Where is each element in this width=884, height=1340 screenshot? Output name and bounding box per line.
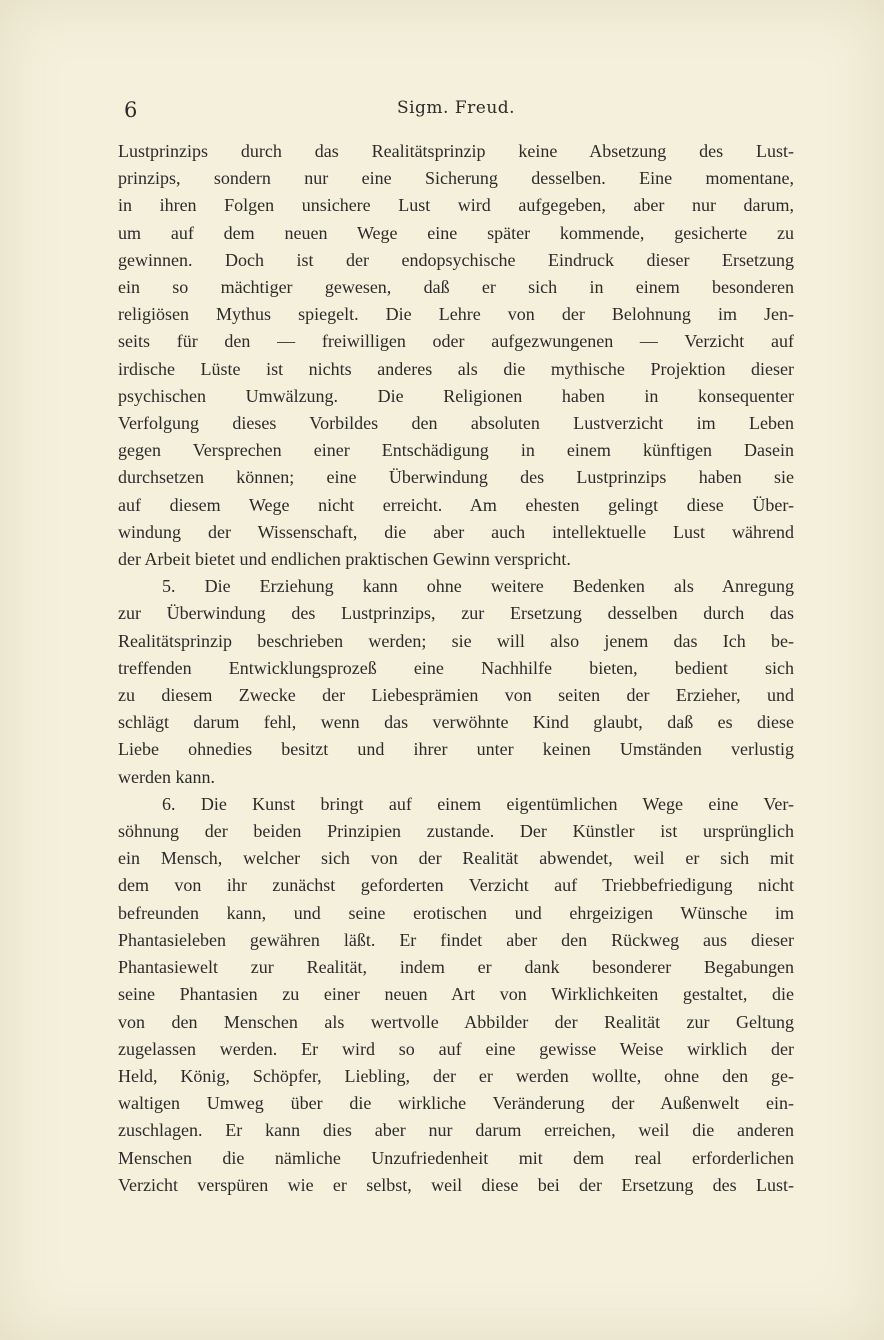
text-line: zur Überwindung des Lustprinzips, zur Ersetzung desselben durch das	[118, 603, 794, 624]
text-line: religiösen Mythus spiegelt. Die Lehre von der Belohnung im Jen-	[118, 304, 794, 325]
text-line: ein Mensch, welcher sich von der Realität abwendet, weil er sich mit	[118, 848, 794, 869]
text-line: Held, König, Schöpfer, Liebling, der er werden wollte, ohne den ge-	[118, 1065, 794, 1086]
text-line: werden kann.	[118, 766, 215, 787]
text-line: 5. Die Erziehung kann ohne weitere Bedenken als Anregung	[162, 576, 794, 597]
text-line: schlägt darum fehl, wenn das verwöhnte Kind glaubt, daß es diese	[118, 712, 794, 733]
page-header	[118, 96, 794, 126]
text-line: Liebe ohnedies besitzt und ihrer unter keinen Umständen verlustig	[118, 739, 794, 760]
text-line: von den Menschen als wertvolle Abbilder der Realität zur Geltung	[118, 1011, 794, 1032]
text-line: windung der Wissenschaft, die aber auch intellektuelle Lust während	[118, 521, 794, 542]
text-line: gewinnen. Doch ist der endopsychische Eindruck dieser Ersetzung	[118, 249, 794, 270]
body-text	[118, 138, 794, 1199]
text-line: der Arbeit bietet und endlichen praktischen Gewinn verspricht.	[118, 549, 571, 570]
text-line: zugelassen werden. Er wird so auf eine gewisse Weise wirklich der	[118, 1038, 794, 1059]
text-line: auf diesem Wege nicht erreicht. Am ehesten gelingt diese Über-	[118, 494, 794, 515]
text-line: waltigen Umweg über die wirkliche Veränderung der Außenwelt ein-	[118, 1093, 794, 1114]
text-line: treffenden Entwicklungsprozeß eine Nachhilfe bieten, bedient sich	[118, 657, 794, 678]
page-number: 6	[124, 98, 138, 122]
text-line: Phantasieleben gewähren läßt. Er findet aber den Rückweg aus dieser	[118, 929, 794, 950]
running-head: Sigm. Freud.	[396, 98, 516, 118]
text-line: ein so mächtiger gewesen, daß er sich in einem besonderen	[118, 277, 794, 298]
text-line: dem von ihr zunächst geforderten Verzicht auf Triebbefriedigung nicht	[118, 875, 794, 896]
text-line: psychischen Umwälzung. Die Religionen haben in konsequenter	[118, 385, 794, 406]
text-line: in ihren Folgen unsichere Lust wird aufgegeben, aber nur darum,	[118, 195, 794, 216]
text-line: Verfolgung dieses Vorbildes den absoluten Lustverzicht im Leben	[118, 413, 794, 434]
text-line: durchsetzen können; eine Überwindung des Lustprinzips haben sie	[118, 467, 794, 488]
text-line: gegen Versprechen einer Entschädigung in einem künftigen Dasein	[118, 440, 794, 461]
text-line: seits für den — freiwilligen oder aufgezwungenen — Verzicht auf	[118, 331, 794, 352]
text-line: irdische Lüste ist nichts anderes als die mythische Projektion dieser	[118, 358, 794, 379]
text-line: Menschen die nämliche Unzufriedenheit mit dem real erforderlichen	[118, 1147, 794, 1168]
text-line: prinzips, sondern nur eine Sicherung desselben. Eine momentane,	[118, 168, 794, 189]
text-line: seine Phantasien zu einer neuen Art von Wirklichkeiten gestaltet, die	[118, 984, 794, 1005]
text-line: um auf dem neuen Wege eine später kommende, gesicherte zu	[118, 222, 794, 243]
text-line: Verzicht verspüren wie er selbst, weil diese bei der Ersetzung des Lust-	[118, 1174, 794, 1195]
text-line: zu diesem Zwecke der Liebesprämien von seiten der Erzieher, und	[118, 685, 794, 706]
text-line: befreunden kann, und seine erotischen und ehrgeizigen Wünsche im	[118, 902, 794, 923]
text-line: 6. Die Kunst bringt auf einem eigentümlichen Wege eine Ver-	[162, 793, 794, 814]
text-line: söhnung der beiden Prinzipien zustande. Der Künstler ist ursprünglich	[118, 821, 794, 842]
text-line: Phantasiewelt zur Realität, indem er dank besonderer Begabungen	[118, 957, 794, 978]
text-line: Lustprinzips durch das Realitätsprinzip keine Absetzung des Lust-	[118, 141, 794, 161]
text-line: Realitätsprinzip beschrieben werden; sie will also jenem das Ich be-	[118, 630, 794, 651]
text-line: zuschlagen. Er kann dies aber nur darum erreichen, weil die anderen	[118, 1120, 794, 1141]
